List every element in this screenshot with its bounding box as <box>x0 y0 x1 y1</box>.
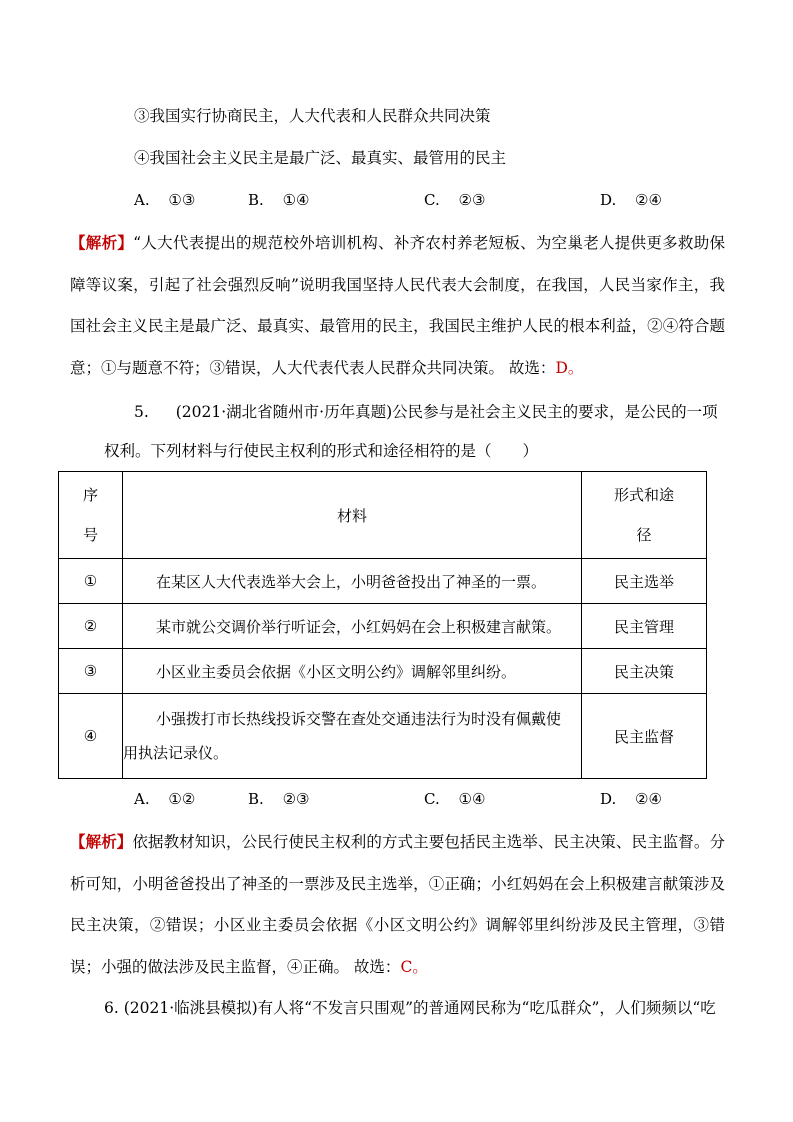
analysis-label: 【解析】 <box>70 832 133 851</box>
row-number: ① <box>59 559 123 604</box>
question-number: 5. <box>134 403 149 421</box>
option-c[interactable]: C. ②③ <box>424 191 486 209</box>
analysis-text: 依据教材知识，公民行使民主权利的方式主要包括民主选举、民主决策、民主监督。分析可知，小明爸爸投出了神圣的一票涉及民主选举，①正确；小红妈妈在会上积极建言献策涉及民主决策，②错误；小区业主委员会依据《小区文明公约》调解邻里纠纷涉及民主管理，③错误；小强的做法涉及民主监督，④正确。 故选： <box>70 833 725 976</box>
table-row <box>59 649 707 694</box>
analysis-answer: D。 <box>555 358 584 377</box>
table-row <box>59 694 707 779</box>
analysis-paragraph-2 <box>70 821 725 988</box>
table-row <box>59 604 707 649</box>
header-material: 材料 <box>123 472 582 559</box>
question-5-line-2: 权利。下列材料与行使民主权利的形式和途径相符的是（ ） <box>104 442 539 460</box>
statement-3: ③我国实行协商民主，人大代表和人民群众共同决策 <box>134 107 491 125</box>
table-row <box>59 559 707 604</box>
row-form: 民主监督 <box>582 694 707 779</box>
table-header-row <box>59 472 707 559</box>
question-5-line-1 <box>134 400 718 422</box>
option-d[interactable]: D. ②④ <box>600 790 662 808</box>
option-c[interactable]: C. ①④ <box>424 790 486 808</box>
row-number: ④ <box>59 694 123 779</box>
row-form: 民主管理 <box>582 604 707 649</box>
row-number: ③ <box>59 649 123 694</box>
header-number: 序 号 <box>59 472 123 559</box>
row-form: 民主决策 <box>582 649 707 694</box>
row-number: ② <box>59 604 123 649</box>
option-a[interactable]: A. ①③ <box>134 191 196 209</box>
option-b[interactable]: B. ②③ <box>248 790 310 808</box>
question-text: (2021·湖北省随州市·历年真题)公民参与是社会主义民主的要求，是公民的一项 <box>175 403 718 421</box>
row-material: 某市就公交调价举行听证会，小红妈妈在会上积极建言献策。 <box>123 604 582 649</box>
option-d[interactable]: D. ②④ <box>600 191 662 209</box>
header-form: 形式和途 径 <box>582 472 707 559</box>
option-a[interactable]: A. ①② <box>134 790 196 808</box>
analysis-paragraph-1 <box>70 222 725 389</box>
question-6-line-1: 6. (2021·临洮县模拟)有人将“不发言只围观”的普通网民称为“吃瓜群众”，人们频频以“吃 <box>104 999 716 1017</box>
analysis-label: 【解析】 <box>70 233 134 252</box>
material-table <box>58 471 707 779</box>
row-material: 小强拨打市长热线投诉交警在查处交通违法行为时没有佩戴使用执法记录仪。 <box>123 694 582 779</box>
option-b[interactable]: B. ①④ <box>248 191 310 209</box>
row-material: 在某区人大代表选举大会上，小明爸爸投出了神圣的一票。 <box>123 559 582 604</box>
analysis-text: “人大代表提出的规范校外培训机构、补齐农村养老短板、为空巢老人提供更多救助保障等议案，引起了社会强烈反响”说明我国坚持人民代表大会制度，在我国，人民当家作主，我国社会主义民主是最广泛、最真实、最管用的民主，我国民主维护人民的根本利益，②④符合题意；①与题意不符；③错误，人大代表代表人民群众共同决策。 故选： <box>70 234 725 377</box>
row-form: 民主选举 <box>582 559 707 604</box>
analysis-answer: C。 <box>400 957 428 976</box>
statement-4: ④我国社会主义民主是最广泛、最真实、最管用的民主 <box>134 149 507 167</box>
row-material: 小区业主委员会依据《小区文明公约》调解邻里纠纷。 <box>123 649 582 694</box>
